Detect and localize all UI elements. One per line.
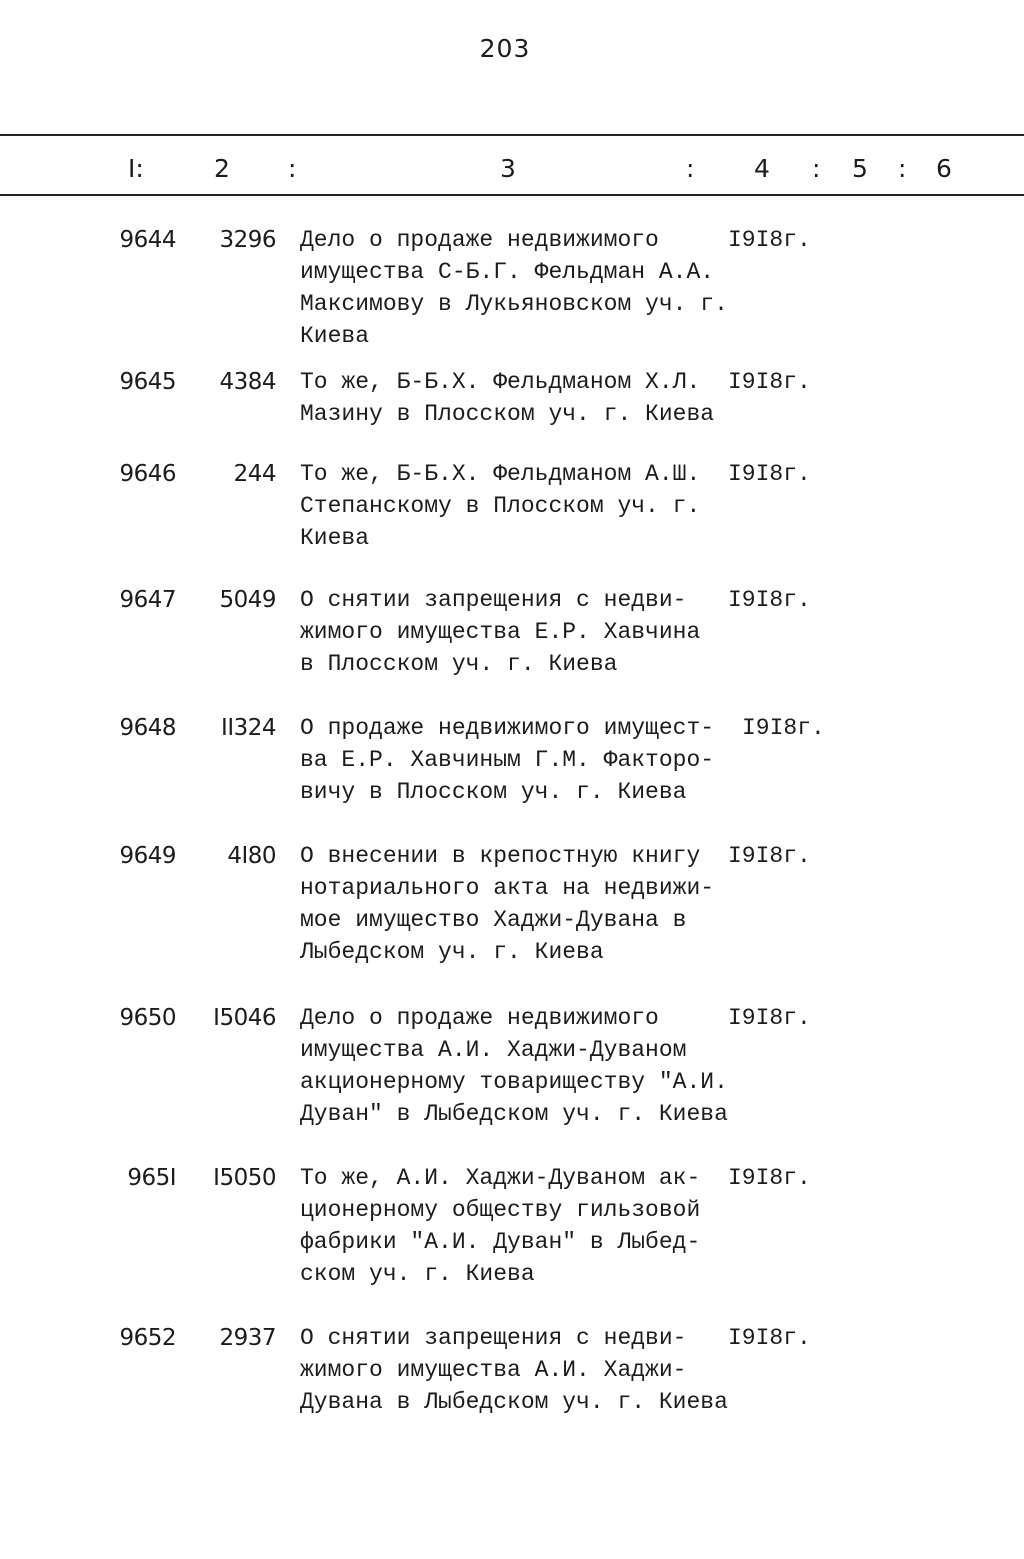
record-number: 9645 (119, 369, 176, 395)
file-number: 4I80 (227, 843, 276, 869)
description-line: Киева (300, 323, 370, 349)
record-year: I9I8г. (728, 227, 811, 253)
record-description (300, 840, 730, 968)
record-description (300, 458, 730, 554)
column-header-5: 5 (852, 154, 868, 183)
description-line: Степанскому в Плосском уч. г. (300, 493, 701, 519)
record-description (300, 1002, 730, 1130)
record-year: I9I8г. (728, 1325, 811, 1351)
record-number: 9649 (119, 843, 176, 869)
column-separator: : (686, 154, 695, 183)
table-top-rule (0, 134, 1024, 136)
description-line: имущества А.И. Хаджи-Дуваном (300, 1037, 687, 1063)
column-header-row (0, 152, 1024, 186)
record-number: 9647 (119, 587, 176, 613)
record-description (300, 366, 730, 430)
description-line: Киева (300, 525, 370, 551)
file-number: I5046 (213, 1005, 276, 1031)
description-line: Дуван" в Лыбедском уч. г. Киева (300, 1101, 728, 1127)
record-number: 9648 (119, 715, 176, 741)
record-number: 9650 (119, 1005, 176, 1031)
description-line: жимого имущества Е.Р. Хавчина (300, 619, 701, 645)
column-separator: : (288, 154, 297, 183)
record-year: I9I8г. (728, 843, 811, 869)
record-description (300, 584, 730, 680)
column-header-1: I: (128, 154, 144, 183)
record-number: 9646 (119, 461, 176, 487)
description-line: ском уч. г. Киева (300, 1261, 535, 1287)
record-year: I9I8г. (742, 715, 825, 741)
description-line: фабрики "А.И. Дуван" в Лыбед- (300, 1229, 701, 1255)
description-line: Мазину в Плосском уч. г. Киева (300, 401, 715, 427)
table-header-rule (0, 194, 1024, 196)
description-line: Лыбедском уч. г. Киева (300, 939, 604, 965)
description-line: жимого имущества А.И. Хаджи- (300, 1357, 687, 1383)
description-line: имущества С-Б.Г. Фельдман А.А. (300, 259, 715, 285)
record-number: 9652 (119, 1325, 176, 1351)
description-line: Максимову в Лукьяновском уч. г. (300, 291, 728, 317)
description-line: ционерному обществу гильзовой (300, 1197, 701, 1223)
record-year: I9I8г. (728, 369, 811, 395)
description-line: То же, Б-Б.Х. Фельдманом А.Ш. (300, 461, 701, 487)
file-number: 2937 (219, 1325, 276, 1351)
description-line: О продаже недвижимого имущест- (300, 715, 715, 741)
description-line: Дело о продаже недвижимого (300, 1005, 659, 1031)
description-line: нотариального акта на недвижи- (300, 875, 715, 901)
description-line: О снятии запрещения с недви- (300, 1325, 687, 1351)
column-separator: : (812, 154, 821, 183)
description-line: ва Е.Р. Хавчиным Г.М. Факторо- (300, 747, 715, 773)
description-line: мое имущество Хаджи-Дувана в (300, 907, 687, 933)
column-separator: : (898, 154, 907, 183)
file-number: 5049 (219, 587, 276, 613)
record-year: I9I8г. (728, 1005, 811, 1031)
page-number: 203 (479, 34, 531, 63)
record-number: 965I (127, 1165, 176, 1191)
description-line: Дувана в Лыбедском уч. г. Киева (300, 1389, 728, 1415)
record-description (300, 712, 730, 808)
record-number: 9644 (119, 227, 176, 253)
description-line: Дело о продаже недвижимого (300, 227, 659, 253)
record-description (300, 1322, 730, 1418)
record-description (300, 1162, 730, 1290)
file-number: 244 (233, 461, 276, 487)
column-header-6: 6 (936, 154, 952, 183)
record-year: I9I8г. (728, 461, 811, 487)
description-line: То же, Б-Б.Х. Фельдманом Х.Л. (300, 369, 701, 395)
column-header-3: 3 (500, 154, 516, 183)
description-line: О внесении в крепостную книгу (300, 843, 701, 869)
record-year: I9I8г. (728, 587, 811, 613)
record-year: I9I8г. (728, 1165, 811, 1191)
record-description (300, 224, 730, 352)
description-line: акционерному товариществу "А.И. (300, 1069, 728, 1095)
file-number: I5050 (213, 1165, 276, 1191)
column-header-4: 4 (754, 154, 770, 183)
column-header-2: 2 (214, 154, 230, 183)
description-line: в Плосском уч. г. Киева (300, 651, 618, 677)
description-line: То же, А.И. Хаджи-Дуваном ак- (300, 1165, 701, 1191)
file-number: 4384 (219, 369, 276, 395)
description-line: вичу в Плосском уч. г. Киева (300, 779, 687, 805)
description-line: О снятии запрещения с недви- (300, 587, 687, 613)
file-number: II324 (221, 715, 276, 741)
file-number: 3296 (219, 227, 276, 253)
